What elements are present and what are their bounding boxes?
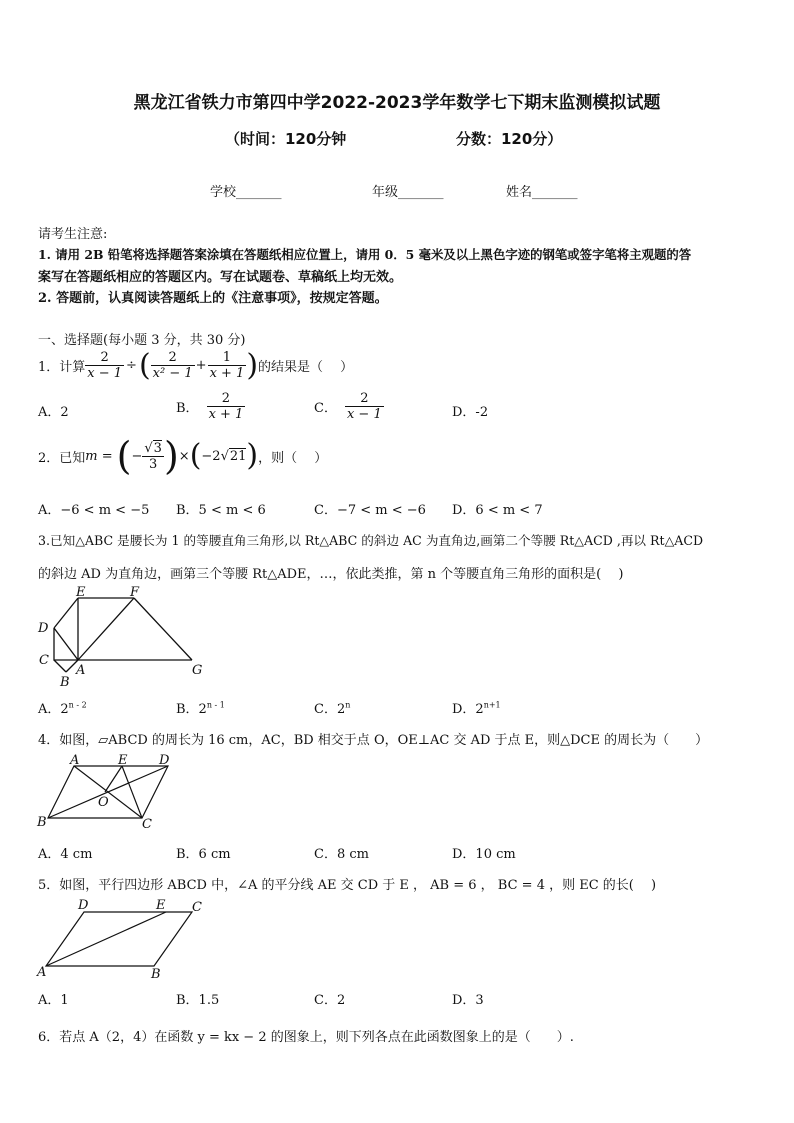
- question-4: 4．如图，▱ABCD 的周长为 16 cm，AC，BD 相交于点 O，OE⊥AC 交 AD 于点 E，则△DCE 的周长为（ ）: [38, 733, 709, 748]
- q3-line-fa: [78, 598, 134, 660]
- q1-c-fraction: [345, 391, 384, 422]
- q1-right-paren: ): [246, 347, 259, 383]
- q3-label-g: G: [192, 663, 203, 678]
- q1-fraction-2: [151, 350, 195, 381]
- q4-label-e: E: [118, 753, 128, 768]
- q1-f1-den: x − 1: [87, 366, 123, 381]
- q5-label-d: D: [78, 898, 89, 913]
- q3-b-label: B．2: [176, 702, 207, 717]
- exam-score: 分数：120分）: [456, 130, 563, 148]
- q1-option-c: [314, 391, 384, 422]
- q2-neg2: −2: [201, 448, 221, 464]
- q2-option-c: C．−7 < m < −6: [314, 503, 426, 518]
- q2-sqrt3-num: √3: [144, 441, 162, 456]
- q3-option-c: [314, 698, 350, 717]
- q1-f3-num: 1: [222, 350, 232, 365]
- name-field: 姓名_______: [506, 185, 578, 200]
- q3-d-exp: n+1: [483, 700, 501, 710]
- q1-b-fraction: [207, 391, 246, 422]
- q3-line-de: [54, 598, 78, 628]
- q1-prefix: 1．计算: [38, 360, 86, 375]
- q1-c-num: 2: [360, 391, 369, 406]
- q2-m-eq: m =: [85, 448, 113, 464]
- q1-c-den: x − 1: [346, 407, 382, 422]
- q1-left-paren: (: [138, 347, 151, 383]
- q3-label-e: E: [76, 585, 86, 600]
- q3-a-exp: n - 2: [68, 700, 87, 710]
- q3-line-1: 3.已知△ABC 是腰长为 1 的等腰直角三角形,以 Rt△ABC 的斜边 AC 为直角边,画第二个等腰 Rt△ACD ,再以 Rt△ACD: [38, 533, 704, 548]
- q5-label-b: B: [151, 967, 161, 982]
- q5-parallelogram: [46, 912, 192, 966]
- q2-sqrt3: 3: [153, 441, 162, 456]
- q4-option-a: A．4 cm: [38, 847, 93, 862]
- q2-sqrt21: 21: [229, 449, 247, 464]
- q5-figure-lines: [46, 912, 192, 966]
- q3-figure-lines: [54, 598, 192, 672]
- q4-figure-lines: [48, 766, 168, 818]
- notice-heading: 请考生注意:: [38, 227, 108, 242]
- q5-figure: [34, 896, 214, 984]
- q1-option-d: D．-2: [452, 405, 489, 420]
- q5-line-ae: [46, 912, 166, 966]
- question-1: [38, 347, 354, 383]
- q5-option-d: D．3: [452, 993, 484, 1008]
- q1-fraction-3: [208, 350, 247, 381]
- q3-d-label: D．2: [452, 702, 484, 717]
- q2-times: ×: [178, 448, 190, 464]
- q3-label-a: A: [76, 663, 86, 678]
- q3-a-label: A．2: [38, 702, 69, 717]
- q4-label-d: D: [159, 753, 170, 768]
- q1-f1-num: 2: [100, 350, 109, 365]
- q2-paren-2-close: ): [246, 438, 259, 473]
- q3-c-exp: n: [345, 700, 351, 710]
- school-field: 学校_______: [210, 185, 282, 200]
- q1-b-label: B．: [176, 401, 199, 416]
- q3-label-f: F: [130, 585, 140, 600]
- q1-suffix: 的结果是（ ）: [258, 360, 354, 375]
- page-title: 黑龙江省铁力市第四中学2022-2023学年数学七下期末监测模拟试题: [133, 93, 661, 113]
- question-2: [38, 434, 328, 478]
- q2-paren-2-open: (: [189, 438, 202, 473]
- q3-label-d: D: [38, 621, 49, 636]
- q2-paren-1-open: (: [116, 434, 132, 478]
- q4-line-eo: [105, 766, 122, 792]
- q1-f2-num: 2: [168, 350, 177, 365]
- q3-option-a: [38, 698, 87, 717]
- q1-option-b: [176, 391, 245, 422]
- q1-div: ÷: [126, 358, 137, 373]
- q2-paren-1-close: ): [163, 434, 179, 478]
- q2-prefix: 2．已知: [38, 450, 86, 466]
- q2-neg: −: [131, 448, 143, 464]
- q3-label-b: B: [60, 675, 70, 690]
- q1-fraction-1: [85, 350, 124, 381]
- question-5: 5．如图，平行四边形 ABCD 中，∠A 的平分线 AE 交 CD 于 E ， AB = 6 ， BC = 4 ，则 EC 的长( ): [38, 878, 657, 893]
- q5-option-a: A．1: [38, 993, 69, 1008]
- q2-den3: 3: [142, 456, 164, 472]
- q1-b-den: x + 1: [208, 407, 244, 422]
- notice-line-3: 2. 答题前，认真阅读答题纸上的《注意事项》，按规定答题。: [38, 291, 388, 306]
- q4-line-bd: [48, 766, 168, 818]
- q1-f2-den: x² − 1: [152, 366, 193, 381]
- q3-c-label: C．2: [314, 702, 346, 717]
- question-6: 6．若点 A（2，4）在函数 y = kx − 2 的图象上，则下列各点在此函数图象上的是（ ）.: [38, 1030, 574, 1045]
- q2-sqrt-sign: √: [220, 448, 229, 464]
- q3-option-b: [176, 698, 225, 717]
- q4-option-d: D．10 cm: [452, 847, 516, 862]
- q5-option-b: B．1.5: [176, 993, 220, 1008]
- q2-suffix: ，则（ ）: [258, 450, 328, 466]
- q3-line-fg: [134, 598, 192, 660]
- notice-line-2: 案写在答题纸相应的答题区内。写在试题卷、草稿纸上均无效。: [38, 270, 403, 285]
- q2-option-a: A．−6 < m < −5: [38, 503, 150, 518]
- q3-line-cb: [54, 660, 66, 672]
- q4-label-o: O: [98, 795, 109, 810]
- q3-line-da: [54, 628, 78, 660]
- q1-f3-den: x + 1: [209, 366, 245, 381]
- q3-line-2: 的斜边 AD 为直角边，画第三个等腰 Rt△ADE，…，依此类推，第 n 个等腰直角三角形的面积是( ): [38, 567, 624, 582]
- q1-plus: +: [195, 358, 207, 373]
- q3-option-d: [452, 698, 501, 717]
- q3-label-c: C: [39, 653, 49, 668]
- q2-option-b: B．5 < m < 6: [176, 503, 266, 518]
- q2-option-d: D．6 < m < 7: [452, 503, 543, 518]
- notice-line-1: 1. 请用 2B 铅笔将选择题答案涂填在答题纸相应位置上，请用 0．5 毫米及以上黑色字迹的钢笔或签字笔将主观题的答: [38, 247, 692, 262]
- q4-option-c: C．8 cm: [314, 847, 369, 862]
- q4-figure: [34, 752, 174, 836]
- q4-label-b: B: [37, 815, 47, 830]
- exam-time: （时间：120分钟: [225, 130, 347, 148]
- q4-label-a: A: [70, 753, 80, 768]
- section-heading: 一、选择题(每小题 3 分，共 30 分): [38, 333, 246, 348]
- q5-label-c: C: [192, 900, 202, 915]
- q5-label-a: A: [37, 965, 47, 980]
- q2-fraction: [142, 440, 164, 472]
- q1-b-num: 2: [221, 391, 231, 406]
- q1-option-a: A．2: [38, 405, 69, 420]
- q4-label-c: C: [142, 817, 152, 832]
- q3-b-exp: n - 1: [206, 700, 225, 710]
- q4-option-b: B．6 cm: [176, 847, 231, 862]
- grade-field: 年级_______: [372, 185, 444, 200]
- q3-figure: [34, 584, 214, 690]
- q5-option-c: C．2: [314, 993, 346, 1008]
- q5-label-e: E: [156, 898, 166, 913]
- q1-c-label: C．: [314, 401, 337, 416]
